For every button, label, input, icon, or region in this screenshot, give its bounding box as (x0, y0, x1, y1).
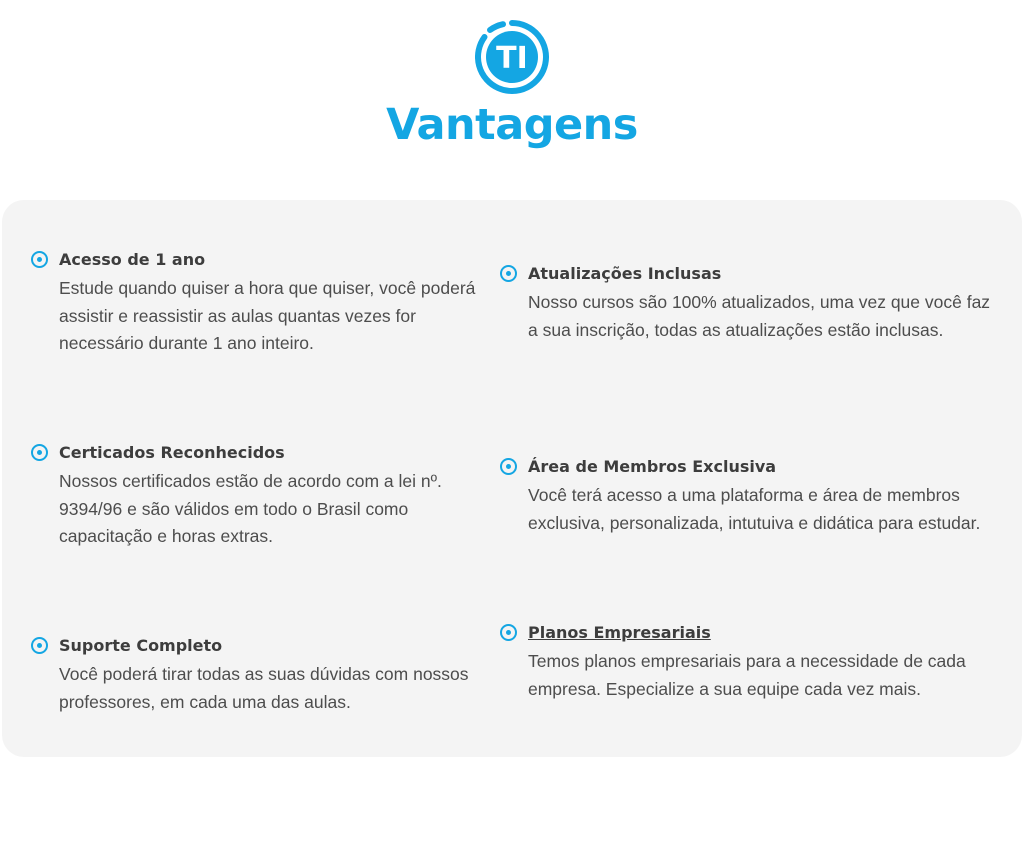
radio-bullet-icon (500, 624, 517, 641)
feature-description: Nosso cursos são 100% atualizados, uma vez que você faz a sua inscrição, todas as atualizações estão inclusas. (528, 292, 991, 340)
feature-item-support (59, 636, 479, 716)
feature-item-members-area (528, 457, 998, 537)
feature-description: Temos planos empresariais para a necessidade de cada empresa. Especialize a sua equipe cada vez mais. (528, 651, 966, 699)
radio-bullet-icon (500, 265, 517, 282)
business-plans-link[interactable]: Planos Empresariais (528, 623, 711, 642)
logo-text: TI (496, 41, 528, 76)
feature-title: Atualizações Inclusas (528, 264, 722, 283)
feature-description: Você terá acesso a uma plataforma e área de membros exclusiva, personalizada, intutuiva e didática para estudar. (528, 485, 981, 533)
feature-description: Você poderá tirar todas as suas dúvidas com nossos professores, em cada uma das aulas. (59, 664, 469, 712)
page-title: Vantagens (386, 100, 638, 150)
feature-description: Nossos certificados estão de acordo com a lei nº. 9394/96 e são válidos em todo o Brasil como capacitação e horas extras. (59, 471, 442, 546)
radio-bullet-icon (500, 458, 517, 475)
feature-item-certificates (59, 443, 479, 551)
feature-item-business-plans (528, 623, 998, 703)
feature-title: Acesso de 1 ano (59, 250, 206, 269)
feature-description: Estude quando quiser a hora que quiser, você poderá assistir e reassistir as aulas quantas vezes for necessário durante 1 ano inteiro. (59, 278, 476, 353)
radio-bullet-icon (31, 444, 48, 461)
feature-item-access (59, 250, 479, 358)
ti-logo-icon (475, 20, 549, 94)
feature-title: Área de Membros Exclusiva (528, 457, 777, 476)
radio-bullet-icon (31, 637, 48, 654)
ti-logo-graphic (475, 20, 549, 94)
radio-bullet-icon (31, 251, 48, 268)
feature-item-updates (528, 264, 998, 344)
feature-title: Certicados Reconhecidos (59, 443, 285, 462)
feature-title: Suporte Completo (59, 636, 223, 655)
